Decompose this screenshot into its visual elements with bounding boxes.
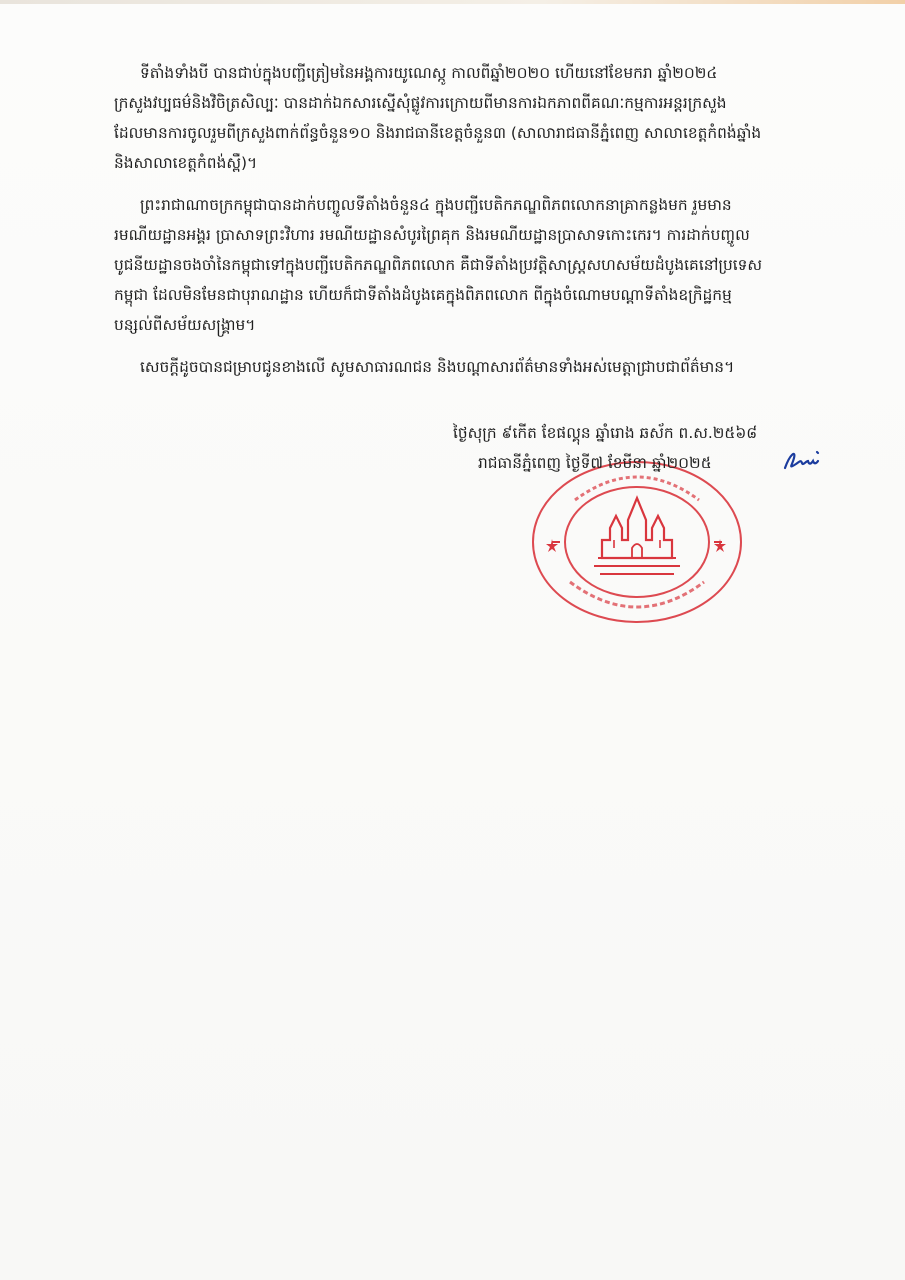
document-body (114, 58, 835, 394)
paragraph-1 (114, 58, 835, 178)
solar-date: រាជធានីភ្នំពេញ ថ្ងៃទី៧ ខែមីនា ឆ្នាំ២០២៥ (478, 454, 712, 472)
paragraph-2-line-1: ព្រះរាជាណាចក្រកម្ពុជាបានដាក់បញ្ចូលទីតាំងចំនួន៤ ក្នុងបញ្ជីបេតិកភណ្ឌពិភពលោកនាគ្រាកន្លងមក រួមមាន (140, 196, 732, 214)
paragraph-1-line-1: ទីតាំងទាំងបី បានជាប់ក្នុងបញ្ជីត្រៀមនៃអង្គការយូណេស្កូ កាលពីឆ្នាំ២០២០ ហើយនៅខែមករា ឆ្នាំ២០២៤ (140, 64, 718, 82)
paragraph-3 (140, 352, 835, 382)
scan-edge-strip (0, 0, 905, 4)
lunar-date: ថ្ងៃសុក្រ ៩កើត ខែផល្គុន ឆ្នាំរោង ឆស័ក ព.ស.២៥៦៨ (453, 424, 758, 442)
paragraph-2-line-5: បន្សល់ពីសម័យសង្គ្រាម។ (114, 316, 256, 334)
ministry-seal (530, 460, 745, 625)
paragraph-1-line-3: ដែលមានការចូលរួមពីក្រសួងពាក់ព័ន្ធចំនួន១០ និងរាជធានីខេត្តចំនួន៣ (សាលារាជធានីភ្នំពេញ សាលាខេត្តកំពង់ឆ្នាំង (114, 124, 762, 142)
paragraph-3-line-1: សេចក្ដីដូចបានជម្រាបជូនខាងលើ សូមសាធារណជន និងបណ្ដាសារព័ត៌មានទាំងអស់មេត្តាជ្រាបជាព័ត៌មាន។ (140, 358, 735, 376)
paragraph-2-line-4: កម្ពុជា ដែលមិនមែនជាបុរាណដ្ឋាន ហើយក៏ជាទីតាំងដំបូងគេក្នុងពិភពលោក ពីក្នុងចំណោមបណ្ដាទីតាំងឧក្រិដ្ឋកម្ម (114, 286, 732, 304)
paragraph-2 (114, 190, 835, 340)
signature-mark (782, 448, 832, 472)
paragraph-2-line-2: រមណីយដ្ឋានអង្គរ ប្រាសាទព្រះវិហារ រមណីយដ្ឋានសំបូរព្រៃគុក និងរមណីយដ្ឋានប្រាសាទកោះកេរ។ ការដាក់បញ្ចូល (114, 226, 750, 244)
paragraph-1-line-4: និងសាលាខេត្តកំពង់ស្ពឺ)។ (114, 154, 258, 172)
paragraph-2-line-3: បូជនីយដ្ឋានចងចាំនៃកម្ពុជាទៅក្នុងបញ្ជីបេតិកភណ្ឌពិភពលោក គឺជាទីតាំងប្រវត្តិសាស្ត្រសហសម័យដំបូងគេនៅប្រទេស (114, 256, 763, 274)
paragraph-1-line-2: ក្រសួងវប្បធម៌និងវិចិត្រសិល្បៈ បានដាក់ឯកសារស្នើសុំផ្លូវការក្រោយពីមានការឯកភាពពីគណៈកម្មការអន្តរក្រសួង (114, 94, 727, 112)
